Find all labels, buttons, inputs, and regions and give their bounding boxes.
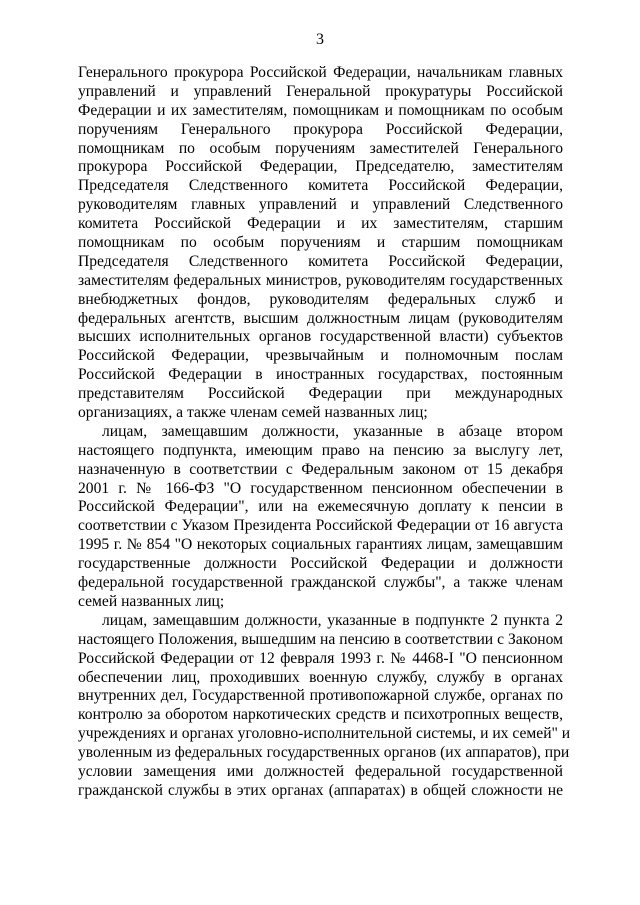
text-line: учреждениях и органах уголовно-исполнительной системы, и их семей" и [78, 725, 571, 743]
text-line: федеральной государственной гражданской службы", а также членам [78, 574, 563, 592]
text-line: контролю за оборотом наркотических средств и психотропных веществ, [78, 706, 563, 724]
text-line: поручениям Генерального прокурора Российской Федерации, [78, 120, 563, 138]
text-line: руководителям главных управлений и управлений Следственного [78, 196, 563, 214]
document-body [78, 64, 571, 801]
text-line: 1995 г. № 854 "О некоторых социальных гарантиях лицам, замещавшим [78, 536, 563, 554]
text-line: государственные должности Российской Федерации и должности [78, 555, 563, 573]
text-line: лицам, замещавшим должности, указанные в абзаце втором [102, 422, 563, 440]
text-line: Российской Федерации от 12 февраля 1993 г. № 4468-I "О пенсионном [78, 649, 563, 667]
text-line: обеспечении лиц, проходивших военную службу, службу в органах [78, 668, 563, 686]
text-line: Председателя Следственного комитета Российской Федерации, [78, 252, 563, 270]
text-line: организациях, а также членам семей названных лиц; [78, 404, 428, 422]
text-line: условии замещения ими должностей федеральной государственной [78, 762, 563, 780]
text-line: Российской Федерации, чрезвычайным и полномочным послам [78, 347, 563, 365]
text-line: Председателя Следственного комитета Российской Федерации, [78, 177, 563, 195]
page-number: 3 [316, 31, 324, 48]
text-line: Российской Федерации в иностранных государствах, постоянным [78, 366, 563, 384]
text-line: настоящего Положения, вышедшим на пенсию в соответствии с Законом [78, 630, 563, 648]
text-line: семей названных лиц; [78, 592, 225, 610]
text-line: помощникам по особым поручениям заместителей Генерального [78, 139, 563, 157]
text-line: внутренних дел, Государственной противопожарной службе, органах по [78, 687, 563, 705]
text-line: Российской Федерации", или на ежемесячную доплату к пенсии в [78, 498, 563, 516]
text-line: уволенным из федеральных государственных органов (их аппаратов), при [78, 744, 570, 762]
text-line: Федерации и их заместителям, помощникам и помощникам по особым [78, 101, 563, 119]
text-line: федеральных агентств, высшим должностным лицам (руководителям [78, 309, 563, 327]
text-line: комитета Российской Федерации и их заместителям, старшим [78, 215, 563, 233]
text-line: управлений и управлений Генеральной прокуратуры Российской [78, 82, 563, 100]
text-line: гражданской службы в этих органах (аппаратах) в общей сложности не [78, 781, 563, 799]
text-line: представителям Российской Федерации при международных [78, 385, 563, 403]
text-line: прокурора Российской Федерации, Председателю, заместителям [78, 158, 563, 176]
text-line: Генерального прокурора Российской Федерации, начальникам главных [78, 64, 563, 81]
text-line: высших исполнительных органов государственной власти) субъектов [78, 328, 563, 346]
text-line: внебюджетных фондов, руководителям федеральных служб и [78, 290, 563, 308]
text-line: настоящего подпункта, имеющим право на пенсию за выслугу лет, [78, 441, 563, 459]
text-line: 2001 г. № 166-ФЗ "О государственном пенсионном обеспечении в [78, 479, 563, 497]
text-line: назначенную в соответствии с Федеральным законом от 15 декабря [78, 460, 563, 478]
text-line: заместителям федеральных министров, руководителям государственных [78, 271, 563, 289]
text-line: помощникам по особым поручениям и старшим помощникам [78, 234, 563, 252]
text-line: лицам, замещавшим должности, указанные в подпункте 2 пункта 2 [102, 611, 563, 629]
text-line: соответствии с Указом Президента Российской Федерации от 16 августа [78, 517, 563, 535]
